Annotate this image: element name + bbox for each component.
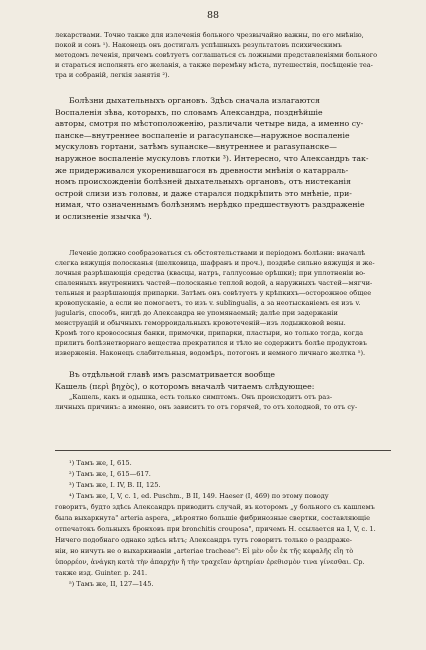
text-line: личныхъ причинъ: а именно, онъ зависитъ то отъ горячей, то отъ холодной, то отъ су-	[55, 403, 358, 412]
footnote-line: Ничего подобнаго однако здѣсь нѣтъ; Александръ тутъ говоритъ только о раздраже-	[55, 536, 352, 544]
text-line: и стараться исполнять его желанія, а также перемѣну мѣста, путешествія, посѣщеніе теа-	[55, 61, 373, 69]
footnote-line: говоритъ, будто здѣсь Александръ приводитъ случай, въ которомъ „у больного съ кашлемъ	[55, 503, 375, 511]
text-line: же придерживался укоренившагося въ древности мнѣнія о катарраль-	[55, 165, 349, 175]
text-line: тра и собраній, легкія занятія ²).	[55, 71, 170, 79]
text-line: мускуловъ гортани, затѣмъ sупанске—внутреннее и parasупанске—	[55, 142, 337, 152]
text-line: „Кашель, какъ и одышка, есть только симптомъ. Онъ происходитъ отъ раз-	[69, 393, 333, 402]
text-line: Въ отдѣльной главѣ имъ разсматривается вообще	[69, 370, 275, 379]
footnote-line: отпечатокъ больныхъ бронховъ при bronchitis crouposa", причемъ H. ссылается на I, V, с. 1.	[55, 525, 376, 533]
text-line: прилитъ болѣзнетворнаго вещества прекратился и тѣло не содержитъ болѣе продуктовъ	[55, 339, 367, 347]
text-line: тельныя и разрѣшающія припарки. Затѣмъ онъ совѣтуетъ у крѣпкихъ—осторожное общее	[55, 289, 372, 297]
page-number: 88	[206, 10, 220, 21]
text-line: панске—внутреннее воспаленіе и parасупанске—наружное воспаленіе	[55, 130, 350, 140]
text-line: изверженія. Наконецъ слабительныя, водомѣръ, потогонъ и немного личнаго желтка ⁵).	[55, 349, 366, 357]
text-line: кровопусканіе, а если не помогаетъ, то изъ v. sublingualis, а за неотысканіемъ ея изъ v.	[55, 299, 361, 307]
text-line: покой и сонъ ¹). Наконецъ онъ достигалъ успѣшныхъ результатовъ психическимъ	[55, 41, 342, 49]
text-line: jugularis, способъ, нигдѣ до Александра не упомянаемый; далѣе при задержаніи	[55, 309, 338, 317]
text-line: слегка вяжущія полосканья (шелковица, шафранъ и проч.), позднѣе сильно вяжущія и же-	[55, 259, 375, 267]
text-line: методомъ леченія, причемъ совѣтуетъ соглашаться съ ложными представленіями больного	[55, 51, 378, 59]
text-line: наружное воспаленіе мускуловъ глотки ³). Интересно, что Александръ так-	[55, 153, 369, 163]
footnote-line: ніи, но ничуть не о выхаркиваніи „arteriae tracheae": Εἰ μὲν οὖν ἐκ τῆς κεφαλῆς εἴη τὸ	[55, 547, 354, 555]
footnote-line: ὑπορρέον, ἀνάγκη κατὰ τὴν ἀπαρχὴν ἤ τὴν τραχεῖαν ἀρτηρίαν ἐρεθισμὸν τινα γίνεσθαι. Ср.	[55, 558, 365, 566]
text-line: Кромѣ того кровососныя банки, примочки, припарки, пластыри, но только тогда, когда	[55, 329, 364, 337]
footnote-line: ⁵) Тамъ же, II, 127—145.	[69, 580, 154, 588]
cough-paragraph	[55, 369, 391, 412]
text-line: лекарствами. Точно также для излеченія больного чрезвычайно важны, по его мнѣнію,	[55, 31, 364, 39]
text-line: лочныя разрѣшающія средства (квасцы, натръ, галлусовые орѣшки); при уплотненіи во-	[55, 269, 366, 277]
footnote-line: ³) Тамъ же, I. IV, В. II, 125.	[69, 481, 161, 489]
text-line: нимая, что означеннымъ болѣзнямъ нерѣдко предшествуютъ раздраженіе	[55, 200, 365, 210]
text-line: Кашель (περὶ βηχὸς), о которомъ вначалѣ читаемъ слѣдующее:	[55, 381, 315, 391]
text-line: спаленныхъ внутреннихъ частей—полосканье теплой водой, а наружныхъ частей—мягчи-	[55, 279, 373, 287]
footnote-line: была выхаркнута" arteria aspera, „вѣроятно большіе фибринозные свертки, составляющіе	[55, 514, 371, 522]
section-heading-line: Болѣзни дыхательныхъ органовъ. Здѣсь сначала излагаются	[69, 96, 320, 105]
text-line: авторы, смотря по мѣстоположенію, различали четыре вида, а именно су-	[55, 119, 364, 129]
text-line: Воспаленія зѣва, которыхъ, по словамъ Александра, позднѣйшіе	[55, 107, 323, 117]
text-line: острой слизи изъ головы, и даже старался подкрѣпить это мнѣніе, при-	[55, 188, 352, 198]
text-line: Леченіе должно сообразоваться съ обстоятельствами и періодомъ болѣзни: вначалѣ	[69, 249, 366, 257]
main-paragraph	[55, 95, 391, 223]
treatment-paragraph	[55, 248, 391, 358]
text-line: номъ происхожденіи болѣзней дыхательныхъ органовъ, отъ нистеканія	[55, 177, 351, 187]
footnote-line: ²) Тамъ же, I, 615—617.	[69, 470, 151, 478]
text-line: и ослизненіе язычка ⁴).	[55, 211, 152, 221]
footnote-divider	[55, 450, 391, 451]
footnote-line: также изд. Guinter. p. 241.	[55, 569, 148, 577]
footnote-line: ¹) Тамъ же, I, 615.	[69, 459, 132, 467]
text-line: менструацій и обычныхъ геморроидальныхъ кровотеченій—изъ лодыжковой вены.	[55, 319, 346, 327]
top-paragraph	[55, 30, 391, 80]
footnote-line: ⁴) Тамъ же, I, V, c. 1, ed. Puschm., В II, 149. Haeser (I, 469) по этому поводу	[69, 492, 329, 500]
footnotes	[55, 458, 391, 590]
